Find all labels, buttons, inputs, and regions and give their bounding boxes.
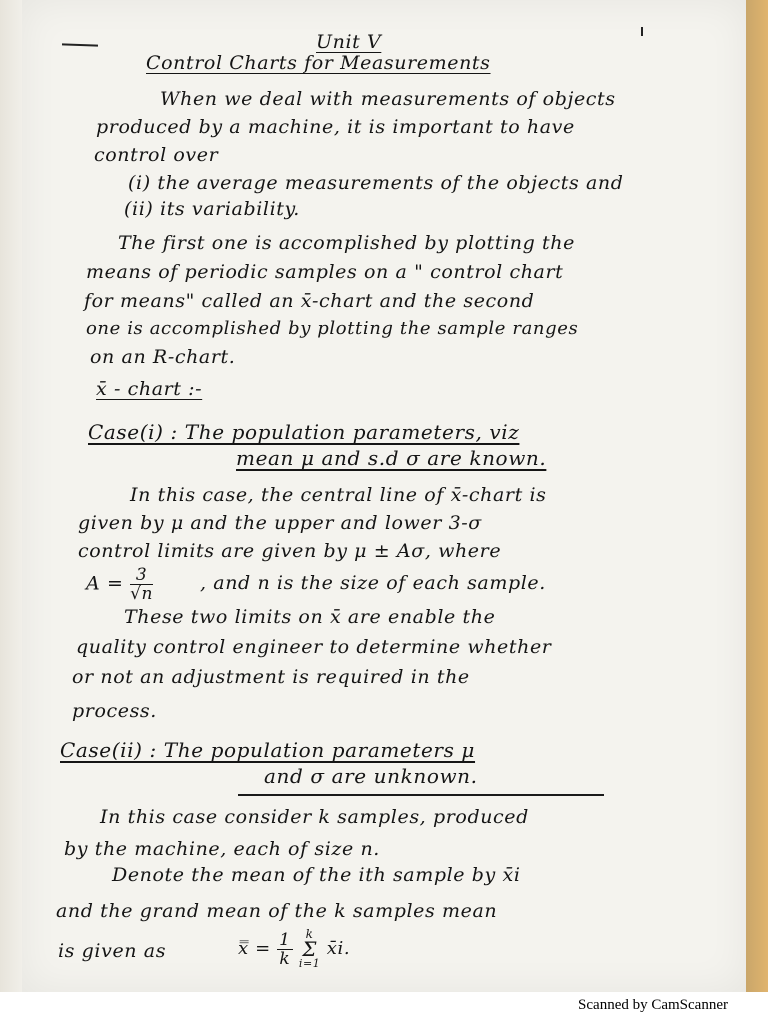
text-line-21: process. [72,700,157,722]
text-line-5: (ii) its variability. [124,198,300,220]
case-1-heading: Case(i) : The population parameters, viz [88,420,520,444]
text-line-18: These two limits on x̄ are enable the [124,606,496,628]
formula-grand-numerator: 1 [279,929,291,950]
text-line-6: The first one is accomplished by plotting the [118,232,575,254]
text-line-19: quality control engineer to determine whether [76,636,552,658]
formula-a [86,566,153,603]
footer-bar [0,992,768,1024]
text-line-15: given by μ and the upper and lower 3-σ [78,512,482,534]
formula-grand-lhs: x̿ = [238,938,271,959]
text-line-9: one is accomplished by plotting the sample ranges [86,318,579,339]
formula-grand-end: . [343,938,351,959]
sum-symbol: Σ [302,937,317,961]
text-line-3: control over [94,144,219,166]
margin-tick [641,27,643,36]
case-2-heading-cont: and σ are unknown. [264,764,478,788]
case-1-heading-cont: mean μ and s.d σ are known. [236,446,547,470]
formula-a-fraction [130,566,153,603]
table-edge [746,0,768,992]
text-line-4: (i) the average measurements of the objects and [128,172,624,194]
formula-grand-mean [238,928,350,970]
case-2-underline [238,794,604,796]
text-line-17: , and n is the size of each sample. [200,572,546,594]
formula-a-lhs: A = [86,572,124,595]
text-line-8: for means" called an x̄-chart and the second [84,290,535,312]
sum-upper-limit: k [305,927,314,941]
scanner-watermark: Scanned by CamScanner [578,997,728,1013]
page-title: Control Charts for Measurements [146,52,491,74]
formula-grand-denominator: k [279,948,291,969]
text-line-20: or not an adjustment is required in the [72,666,470,688]
text-line-14: In this case, the central line of x̄-chart is [130,484,547,506]
formula-a-denominator: √n [130,584,154,604]
text-line-10: on an R-chart. [90,346,236,368]
text-line-7: means of periodic samples on a " control chart [86,261,564,283]
text-line-26: Denote the mean of the ith sample by x̄i [112,864,521,886]
text-line-27: and the grand mean of the k samples mean [56,900,498,922]
text-line-28: is given as [58,940,167,962]
formula-grand-fraction [277,931,292,968]
section-heading-xbar-chart: x̄ - chart :- [96,378,203,400]
unit-heading: Unit V [316,31,382,53]
formula-grand-term: x̄i [326,938,344,959]
formula-a-numerator: 3 [130,566,153,585]
text-line-25: by the machine, each of size n. [64,838,380,860]
formula-grand-sum [299,928,321,970]
text-line-24: In this case consider k samples, produced [100,806,529,828]
text-line-1: When we deal with measurements of objects [160,88,616,110]
page-shadow-left [0,0,22,992]
text-line-2: produced by a machine, it is important to have [96,116,575,138]
text-line-16: control limits are given by μ ± Aσ, where [78,540,502,562]
case-2-heading: Case(ii) : The population parameters μ [60,738,476,762]
sum-lower-limit: i=1 [298,957,321,970]
